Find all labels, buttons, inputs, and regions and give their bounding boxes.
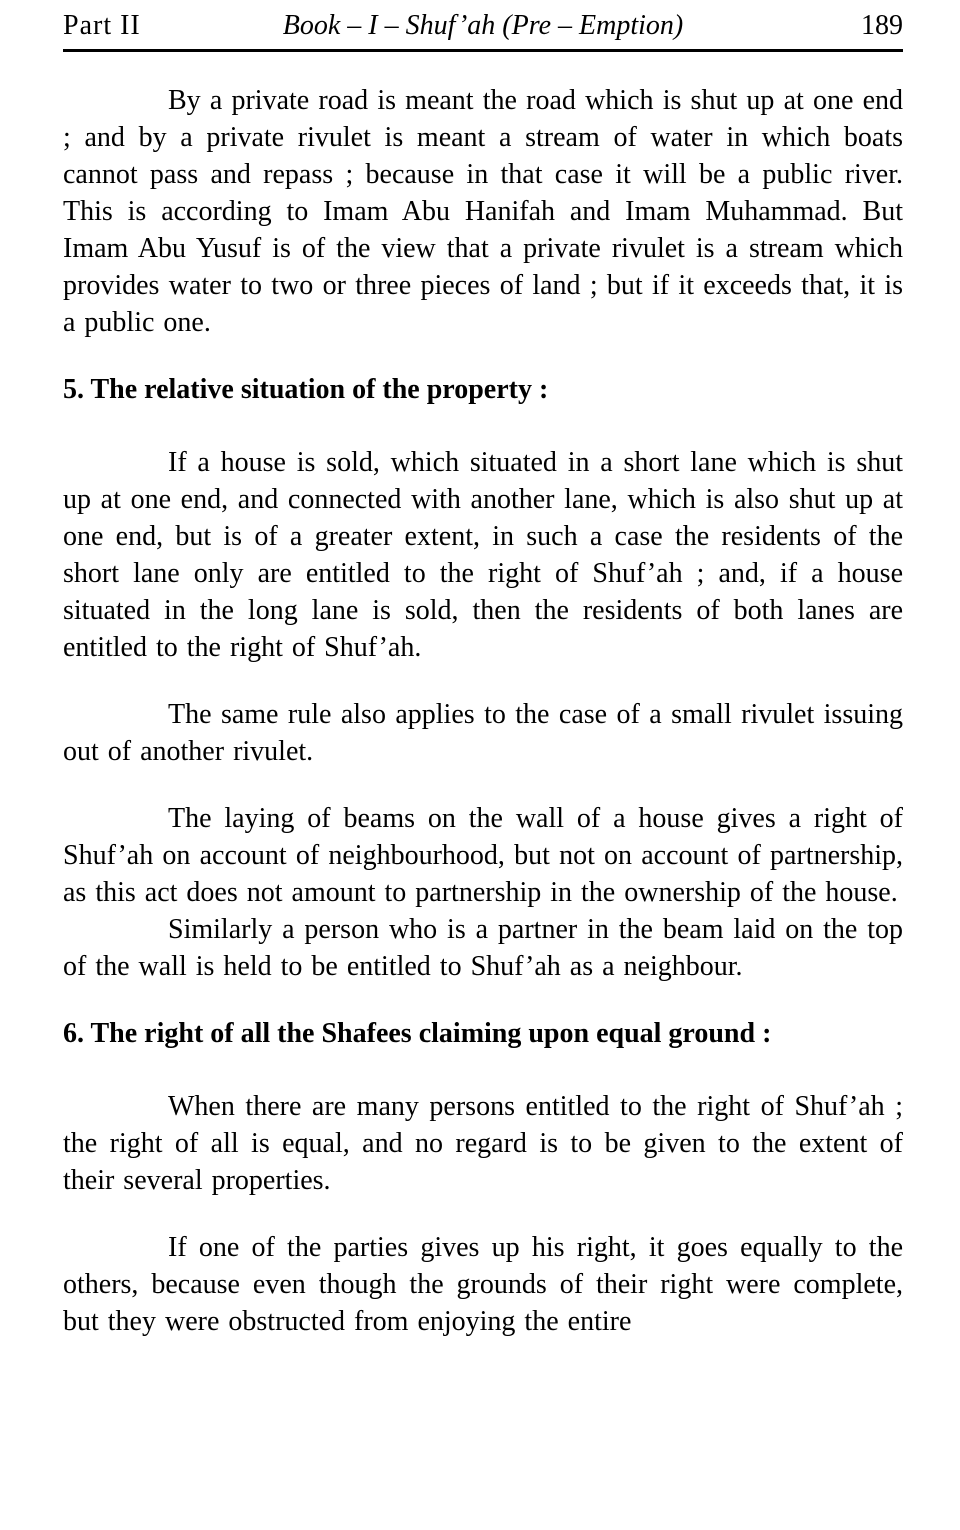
page-body <box>63 82 903 1340</box>
paragraph-house-sold: If a house is sold, which situated in a short lane which is shut up at one end, and connected with another lane, which is also shut up at one end, but is of a greater extent, in such a case the residents of the short lane only are entitled to the right of Shuf’ah ; and, if a house situated in the long lane is sold, then the residents of both lanes are entitled to the right of Shuf’ah. <box>63 447 903 663</box>
part-label: Part II <box>63 10 141 41</box>
header-rule <box>63 49 903 52</box>
page-number: 189 <box>861 10 903 41</box>
section-heading-5: 5. The relative situation of the property : <box>63 374 549 405</box>
section-heading-6: 6. The right of all the Shafees claiming upon equal ground : <box>63 1018 772 1049</box>
page-header <box>63 8 903 44</box>
paragraph-many-persons: When there are many persons entitled to the right of Shuf’ah ; the right of all is equal, and no regard is to be given to the extent of their several properties. <box>63 1091 903 1196</box>
paragraph-similarly-partner: Similarly a person who is a partner in the beam laid on the top of the wall is held to be entitled to Shuf’ah as a neighbour. <box>63 914 903 982</box>
running-title: Book – I – Shuf’ah (Pre – Emption) <box>282 10 684 41</box>
paragraph-laying-beams: The laying of beams on the wall of a house gives a right of Shuf’ah on account of neighbourhood, but not on account of partnership, as this act does not amount to partnership in the ownership of the house. <box>63 803 903 908</box>
paragraph-same-rule: The same rule also applies to the case of a small rivulet issuing out of another rivulet. <box>63 699 903 767</box>
paragraph-gives-up-right: If one of the parties gives up his right, it goes equally to the others, because even though the grounds of their right were complete, but they were obstructed from enjoying the entire <box>63 1232 903 1337</box>
paragraph-private-road: By a private road is meant the road which is shut up at one end ; and by a private rivulet is meant a stream of water in which boats cannot pass and repass ; because in that case it will be a public river. This is according to Imam Abu Hanifah and Imam Muhammad. But Imam Abu Yusuf is of the view that a private rivulet is a stream which provides water to two or three pieces of land ; but if it exceeds that, it is a public one. <box>63 85 903 338</box>
